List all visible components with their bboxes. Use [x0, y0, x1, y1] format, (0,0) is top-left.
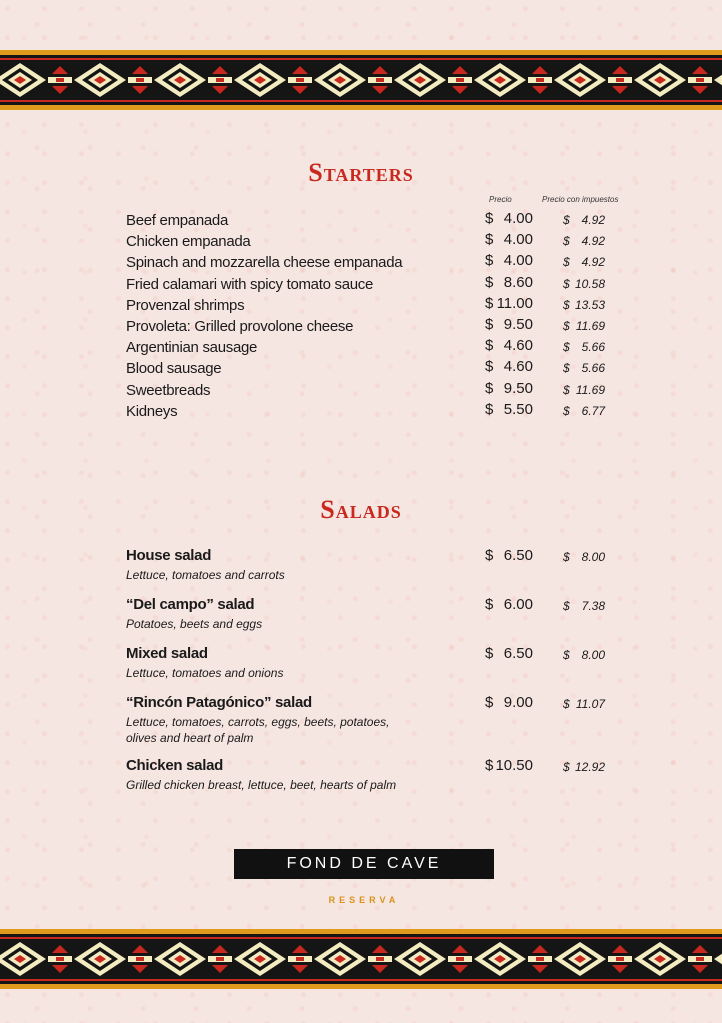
starter-name: Blood sausage	[126, 360, 222, 378]
starter-name: Argentinian sausage	[126, 339, 258, 357]
salad-description: Potatoes, beets and eggs	[126, 617, 263, 631]
salad-name: House salad	[126, 547, 212, 564]
salad-description: Lettuce, tomatoes and onions	[126, 666, 284, 680]
starter-item: Chicken empanada $ 4.00 $ 4.92	[126, 231, 605, 251]
woven-pattern	[0, 929, 722, 989]
starter-item: Kidneys $ 5.50 $ 6.77	[126, 400, 605, 420]
starter-name: Chicken empanada	[126, 233, 251, 251]
currency-symbol: $	[485, 210, 494, 227]
decorative-band-bottom	[0, 929, 722, 989]
woven-pattern	[0, 50, 722, 110]
starter-name: Beef empanada	[126, 212, 229, 229]
starters-title: Starters	[308, 158, 414, 187]
currency-symbol: $	[563, 213, 570, 227]
tax-price-column-header: Precio con impuestos	[542, 195, 619, 204]
salad-item: “Rincón Patagónico” salad Lettuce, tomatoes, carrots, eggs, beets, potatoes, olives and heart of palm $ 9.00 $ 11.07	[126, 694, 605, 745]
salad-description: Lettuce, tomatoes, carrots, eggs, beets, potatoes, olives and heart of palm	[126, 715, 390, 745]
starter-name: Provoleta: Grilled provolone cheese	[126, 317, 354, 335]
salad-description: Grilled chicken breast, lettuce, beet, hearts of palm	[126, 778, 397, 792]
salads-title: Salads	[320, 495, 402, 524]
starter-item: Beef empanada $ 4.00 $ 4.92	[126, 210, 605, 229]
brand-subtitle: RESERVA	[328, 895, 400, 905]
salad-name: “Rincón Patagónico” salad	[126, 694, 312, 711]
salad-item: Mixed salad Lettuce, tomatoes and onions $ 6.50 $ 8.00	[126, 645, 605, 680]
salad-name: “Del campo” salad	[126, 596, 255, 613]
starters-list	[126, 210, 606, 422]
starter-item: Sweetbreads $ 9.50 $ 11.69	[126, 379, 605, 399]
salad-item: House salad Lettuce, tomatoes and carrots $ 6.50 $ 8.00	[126, 547, 605, 582]
starter-name: Provenzal shrimps	[126, 296, 245, 314]
starter-name: Spinach and mozzarella cheese empanada	[126, 254, 403, 272]
salad-name: Chicken salad	[126, 757, 223, 774]
brand-logo: FOND DE CAVE	[234, 849, 494, 879]
decorative-band-top	[0, 50, 722, 110]
salad-item: Chicken salad Grilled chicken breast, lettuce, beet, hearts of palm $ 10.50 $ 12.92	[126, 757, 605, 792]
starter-item: Fried calamari with spicy tomato sauce $ 8.60 $ 10.58	[126, 273, 605, 293]
salad-item: “Del campo” salad Potatoes, beets and eggs $ 6.00 $ 7.38	[126, 596, 605, 631]
starter-name: Sweetbreads	[126, 381, 211, 399]
salad-name: Mixed salad	[126, 645, 208, 662]
starter-name: Fried calamari with spicy tomato sauce	[126, 275, 374, 293]
salad-description: Lettuce, tomatoes and carrots	[126, 568, 285, 582]
starter-item: Argentinian sausage $ 4.60 $ 5.66	[126, 337, 605, 357]
starter-item: Provenzal shrimps $ 11.00 $ 13.53	[126, 294, 605, 314]
starter-name: Kidneys	[126, 402, 178, 420]
starter-item: Blood sausage $ 4.60 $ 5.66	[126, 358, 605, 378]
price-column-header: Precio	[489, 195, 512, 204]
starter-item: Provoleta: Grilled provolone cheese $ 9.50 $ 11.69	[126, 315, 605, 335]
starter-item: Spinach and mozzarella cheese empanada $ 4.00 $ 4.92	[126, 252, 605, 272]
